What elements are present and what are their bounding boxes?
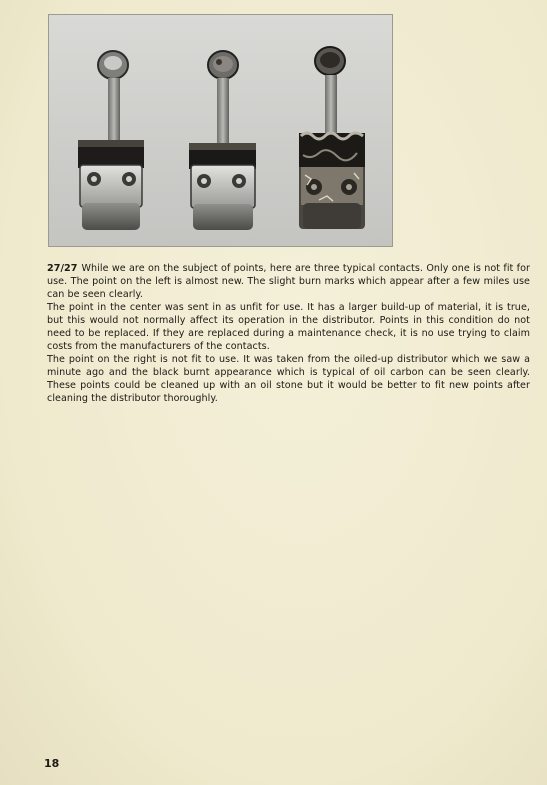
page-number: 18	[44, 757, 60, 770]
caption-paragraph-3: The point on the right is not fit to use. It was taken from the oiled-up distributor which we saw a minute ago and the black burnt appearance which is typical of oil carbon can be seen clearly. These points could be cleaned up with an oil stone but it would be better to fit new points after cleaning the distributor thoroughly.	[47, 354, 530, 404]
caption-paragraph-2: The point in the center was sent in as unfit for use. It has a larger build-up of material, it is true, but this would not normally affect its operation in the distributor. Points in this condition do not need to be replaced. If they are replaced during a maintenance check, it is no use trying to claim costs from the manufacturers of the contacts.	[47, 302, 530, 352]
contact-points-photo	[48, 14, 393, 247]
caption-paragraph-1	[47, 262, 530, 301]
figure-reference: 27/27	[47, 263, 78, 274]
contact-left	[78, 51, 144, 230]
figure-caption	[47, 262, 530, 405]
caption-text-1: While we are on the subject of points, here are three typical contacts. Only one is not fit for use. The point on the left is almost new. The slight burn marks which appear after a few miles use can be seen clearly.	[47, 263, 530, 300]
contact-right	[299, 47, 365, 229]
contact-center	[189, 51, 256, 230]
